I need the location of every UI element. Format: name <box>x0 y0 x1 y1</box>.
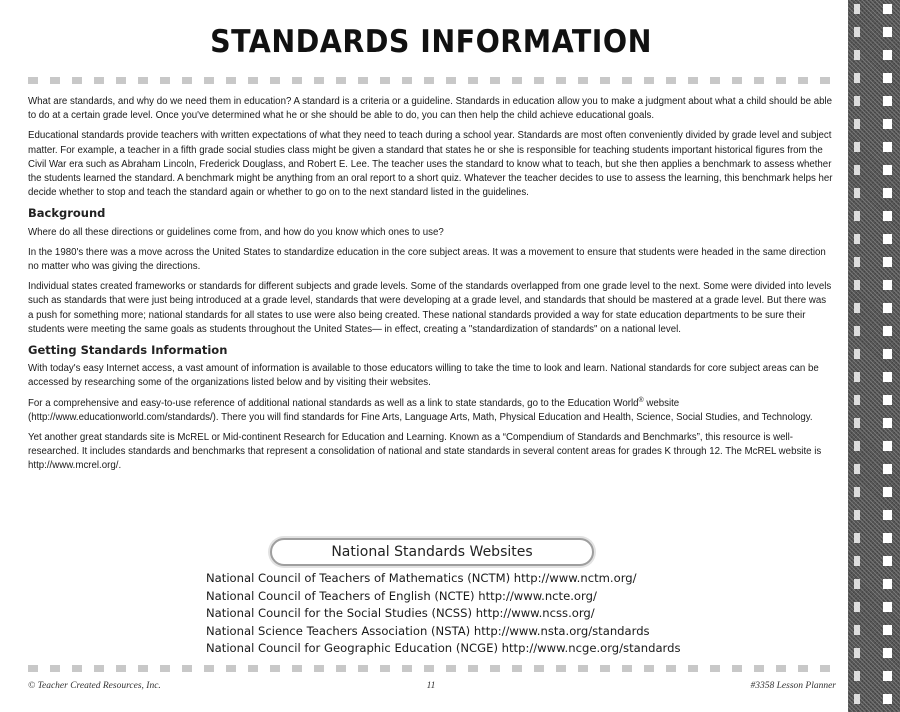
website-item-nsta: National Science Teachers Association (NSTA) http://www.nsta.org/standards <box>206 623 650 638</box>
websites-banner: National Standards Websites <box>270 538 594 566</box>
background-heading: Background <box>28 206 106 221</box>
top-divider <box>28 77 838 84</box>
footer-copyright: © Teacher Created Resources, Inc. <box>28 681 161 691</box>
film-perforations-right <box>883 4 892 712</box>
registered-mark: ® <box>638 396 644 404</box>
background-paragraph-2: In the 1980's there was a move across the United States to standardize education in the core subject areas. It was a movement to ensure that students were headed in the same direction no matter who was giving the directions. <box>28 246 826 273</box>
getting-paragraph-2 <box>28 397 834 425</box>
page-title: STANDARDS INFORMATION <box>210 24 652 60</box>
intro-paragraph-1: What are standards, and why do we need them in education? A standard is a criteria or a guideline. Standards in education allow you to make a judgment about what a child should be able to do at a certain grade level. Once you've determined what he or she should be able to do, you can then help the child achieve educational goals. <box>28 96 833 122</box>
websites-list <box>206 570 826 658</box>
education-world-url-text: website (http://www.educationworld.com/standards/). There you will find standards for Fine Arts, Language Arts, Math, Physical Education and Health, Science, Social Studies, and Technology. <box>28 397 813 423</box>
film-perforations-left <box>854 4 860 712</box>
footer-page-number: 11 <box>426 681 436 691</box>
main-content <box>28 95 834 480</box>
background-paragraph-1: Where do all these directions or guidelines come from, and how do you know which ones to use? <box>28 226 444 238</box>
website-item-nctm: National Council of Teachers of Mathematics (NCTM) http://www.nctm.org/ <box>206 571 637 585</box>
footer-book-title: #3358 Lesson Planner <box>750 681 836 691</box>
getting-paragraph-3: Yet another great standards site is McREL or Mid-continent Research for Education and Learning. Known as a “Compendium of Standards and Benchmarks”, this resource is well-researched. It includes standards and benchmarks that represent a consolidation of national and state standards in several content areas for grades K through 12. The McREL website is http://www.mcrel.org/. <box>28 432 822 472</box>
background-paragraph-3: Individual states created frameworks or standards for different subjects and grade levels. Some of the standards overlapped from one grade level to the next. Some were divided into levels such as standards that were just being introduced at a grade level, standards that were developing at a grade level, and standards that should be mastered at a grade level. But there was a push for something more; national standards for all states to use were also being created. These national standards provided a way for state education departments to be sure their students were meeting the same goals as students throughout the United States— in effect, creating a "standardization of standards" on a national level. <box>28 281 832 335</box>
education-world-text: For a comprehensive and easy-to-use reference of additional national standards as well as a link to state standards, go to the Education World <box>28 397 639 409</box>
bottom-divider <box>28 665 838 672</box>
getting-paragraph-1: With today's easy Internet access, a vast amount of information is available to those educators willing to take the time to look and learn. National standards for core subject areas can be accessed by researching some of the organizations listed below and by visiting their websites. <box>28 363 819 389</box>
website-item-ncss: National Council for the Social Studies (NCSS) http://www.ncss.org/ <box>206 606 595 621</box>
film-strip-border <box>848 0 900 712</box>
intro-paragraph-2: Educational standards provide teachers with written expectations of what they need to teach during a school year. Standards are most often conveniently divided by grade level and subject matter. For example, a teacher in a fifth grade social studies class might be given a standard that states he or she is responsible for teaching students important historical figures from the Civil War era such as Abraham Lincoln, Frederick Douglass, and Robert E. Lee. The teacher uses the standard to know what to teach, but she then applies a benchmark to assess whether the students learned the standard. A benchmark might be anything from an oral report to a short quiz. Whatever the teacher decides to use to assess the learning, this benchmark helps her decide whether to stop and teach the standard again or whether to go on to the next standard listed in the guidelines. <box>28 130 833 199</box>
getting-standards-heading: Getting Standards Information <box>28 343 228 358</box>
website-item-ncge: National Council for Geographic Education (NCGE) http://www.ncge.org/standards <box>206 641 681 656</box>
website-item-ncte: National Council of Teachers of English (NCTE) http://www.ncte.org/ <box>206 588 597 603</box>
